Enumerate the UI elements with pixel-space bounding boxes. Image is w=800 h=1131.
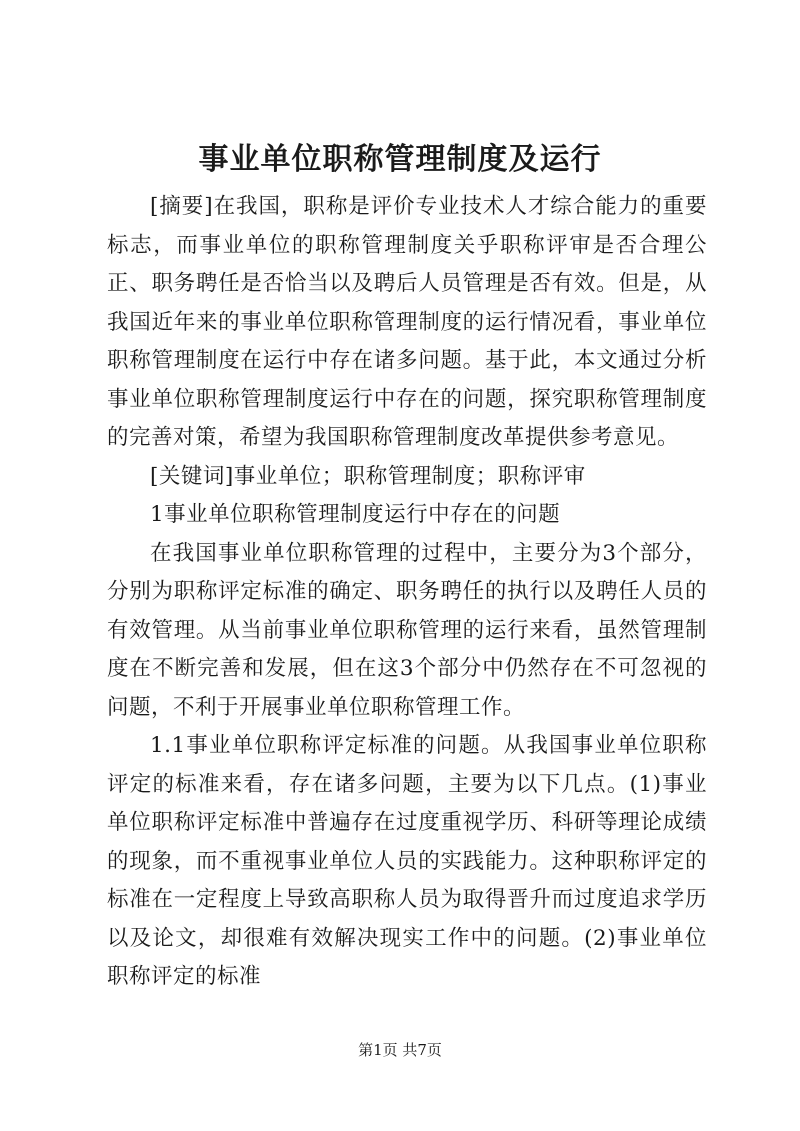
document-title: 事业单位职称管理制度及运行 bbox=[198, 142, 602, 177]
body-paragraph: 在我国事业单位职称管理的过程中，主要分为3个部分，分别为职称评定标准的确定、职务聘任的执行以及聘任人员的有效管理。从当前事业单位职称管理的运行来看，虽然管理制度在不断完善和发展，但在这3个部分中仍然存在不可忽视的问题，不利于开展事业单位职称管理工作。 bbox=[107, 540, 707, 720]
document-body bbox=[107, 188, 707, 997]
body-paragraph: 1.1事业单位职称评定标准的问题。从我国事业单位职称评定的标准来看，存在诸多问题，主要为以下几点。(1)事业单位职称评定标准中普遍存在过度重视学历、科研等理论成绩的现象，而不重视事业单位人员的实践能力。这种职称评定的标准在一定程度上导致高职称人员为取得晋升而过度追求学历以及论文，却很难有效解决现实工作中的问题。(2)事业单位职称评定的标准 bbox=[107, 733, 707, 989]
page-footer: 第1页 共7页 bbox=[358, 1041, 442, 1059]
keywords-paragraph: [关键词]事业单位；职称管理制度；职称评审 bbox=[150, 463, 586, 489]
section-heading-1: 1事业单位职称管理制度运行中存在的问题 bbox=[150, 502, 561, 527]
abstract-paragraph: [摘要]在我国，职称是评价专业技术人才综合能力的重要标志，而事业单位的职称管理制度关乎职称评审是否合理公正、职务聘任是否恰当以及聘后人员管理是否有效。但是，从我国近年来的事业单位职称管理制度的运行情况看，事业单位职称管理制度在运行中存在诸多问题。基于此，本文通过分析事业单位职称管理制度运行中存在的问题，探究职称管理制度的完善对策，希望为我国职称管理制度改革提供参考意见。 bbox=[107, 194, 707, 450]
